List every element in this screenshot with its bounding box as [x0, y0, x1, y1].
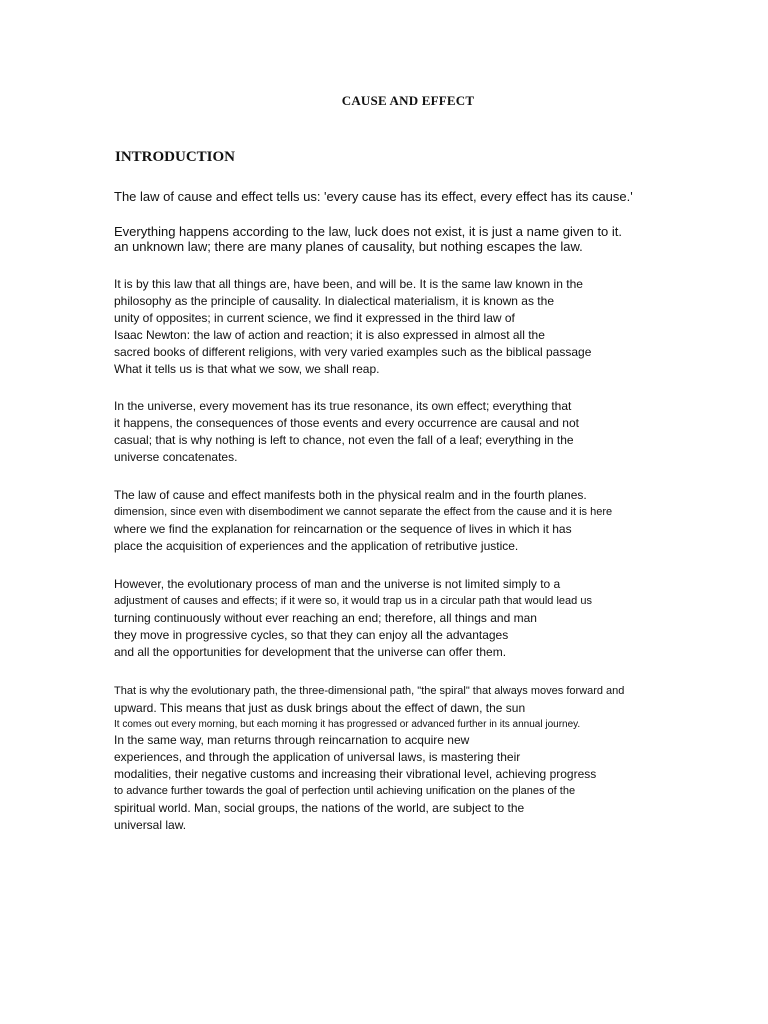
paragraph-line: modalities, their negative customs and increasing their vibrational level, achieving progress — [114, 767, 597, 781]
paragraph-line: philosophy as the principle of causality. In dialectical materialism, it is known as the — [114, 294, 554, 308]
paragraph-5 — [114, 487, 612, 555]
paragraph-6 — [114, 576, 592, 661]
paragraph-line: place the acquisition of experiences and the application of retributive justice. — [114, 539, 519, 553]
paragraph-line: It is by this law that all things are, have been, and will be. It is the same law known in the — [114, 277, 583, 291]
paragraph-line: it happens, the consequences of those events and every occurrence are causal and not — [114, 416, 579, 430]
paragraph-line: In the same way, man returns through reincarnation to acquire new — [114, 733, 470, 747]
paragraph-line: sacred books of different religions, with very varied examples such as the biblical passage — [114, 345, 592, 359]
paragraph-line: where we find the explanation for reincarnation or the sequence of lives in which it has — [114, 522, 572, 536]
document-title: CAUSE AND EFFECT — [341, 93, 475, 108]
paragraph-line: That is why the evolutionary path, the three-dimensional path, "the spiral" that always moves forward and — [114, 685, 625, 697]
paragraph-line: The law of cause and effect tells us: 'every cause has its effect, every effect has its cause.' — [114, 189, 633, 204]
paragraph-line: What it tells us is that what we sow, we shall reap. — [114, 362, 380, 376]
paragraph-line: The law of cause and effect manifests both in the physical realm and in the fourth planes. — [114, 488, 587, 502]
paragraph-line: to advance further towards the goal of perfection until achieving unification on the planes of the — [114, 785, 576, 797]
paragraph-line: casual; that is why nothing is left to chance, not even the fall of a leaf; everything in the — [114, 433, 574, 447]
paragraph-line: adjustment of causes and effects; if it were so, it would trap us in a circular path that would lead us — [114, 595, 592, 607]
paragraph-line: spiritual world. Man, social groups, the nations of the world, are subject to the — [114, 801, 525, 815]
paragraph-4 — [114, 398, 579, 466]
paragraph-line: turning continuously without ever reaching an end; therefore, all things and man — [114, 611, 537, 625]
paragraph-line: experiences, and through the application of universal laws, is mastering their — [114, 750, 521, 764]
paragraph-2 — [114, 223, 622, 255]
paragraph-line: upward. This means that just as dusk brings about the effect of dawn, the sun — [114, 701, 526, 715]
paragraph-line: an unknown law; there are many planes of causality, but nothing escapes the law. — [114, 239, 583, 254]
paragraph-line: and all the opportunities for development that the universe can offer them. — [114, 645, 507, 659]
paragraph-line: It comes out every morning, but each morning it has progressed or advanced further in its annual journey. — [114, 719, 581, 730]
paragraph-line: universal law. — [114, 818, 187, 832]
paragraph-line: dimension, since even with disembodiment we cannot separate the effect from the cause and it is here — [114, 506, 613, 518]
paragraph-line: unity of opposites; in current science, we find it expressed in the third law of — [114, 311, 515, 325]
paragraph-line: However, the evolutionary process of man and the universe is not limited simply to a — [114, 577, 561, 591]
paragraph-line: In the universe, every movement has its true resonance, its own effect; everything that — [114, 399, 572, 413]
section-heading: INTRODUCTION — [115, 149, 236, 165]
paragraph-line: Isaac Newton: the law of action and reaction; it is also expressed in almost all the — [114, 328, 545, 342]
paragraph-line: Everything happens according to the law, luck does not exist, it is just a name given to it. — [114, 224, 623, 239]
paragraph-line: they move in progressive cycles, so that they can enjoy all the advantages — [114, 628, 509, 642]
paragraph-3 — [114, 276, 591, 378]
paragraph-line: universe concatenates. — [114, 450, 238, 464]
paragraph-7 — [114, 683, 624, 834]
paragraph-1 — [114, 188, 633, 205]
